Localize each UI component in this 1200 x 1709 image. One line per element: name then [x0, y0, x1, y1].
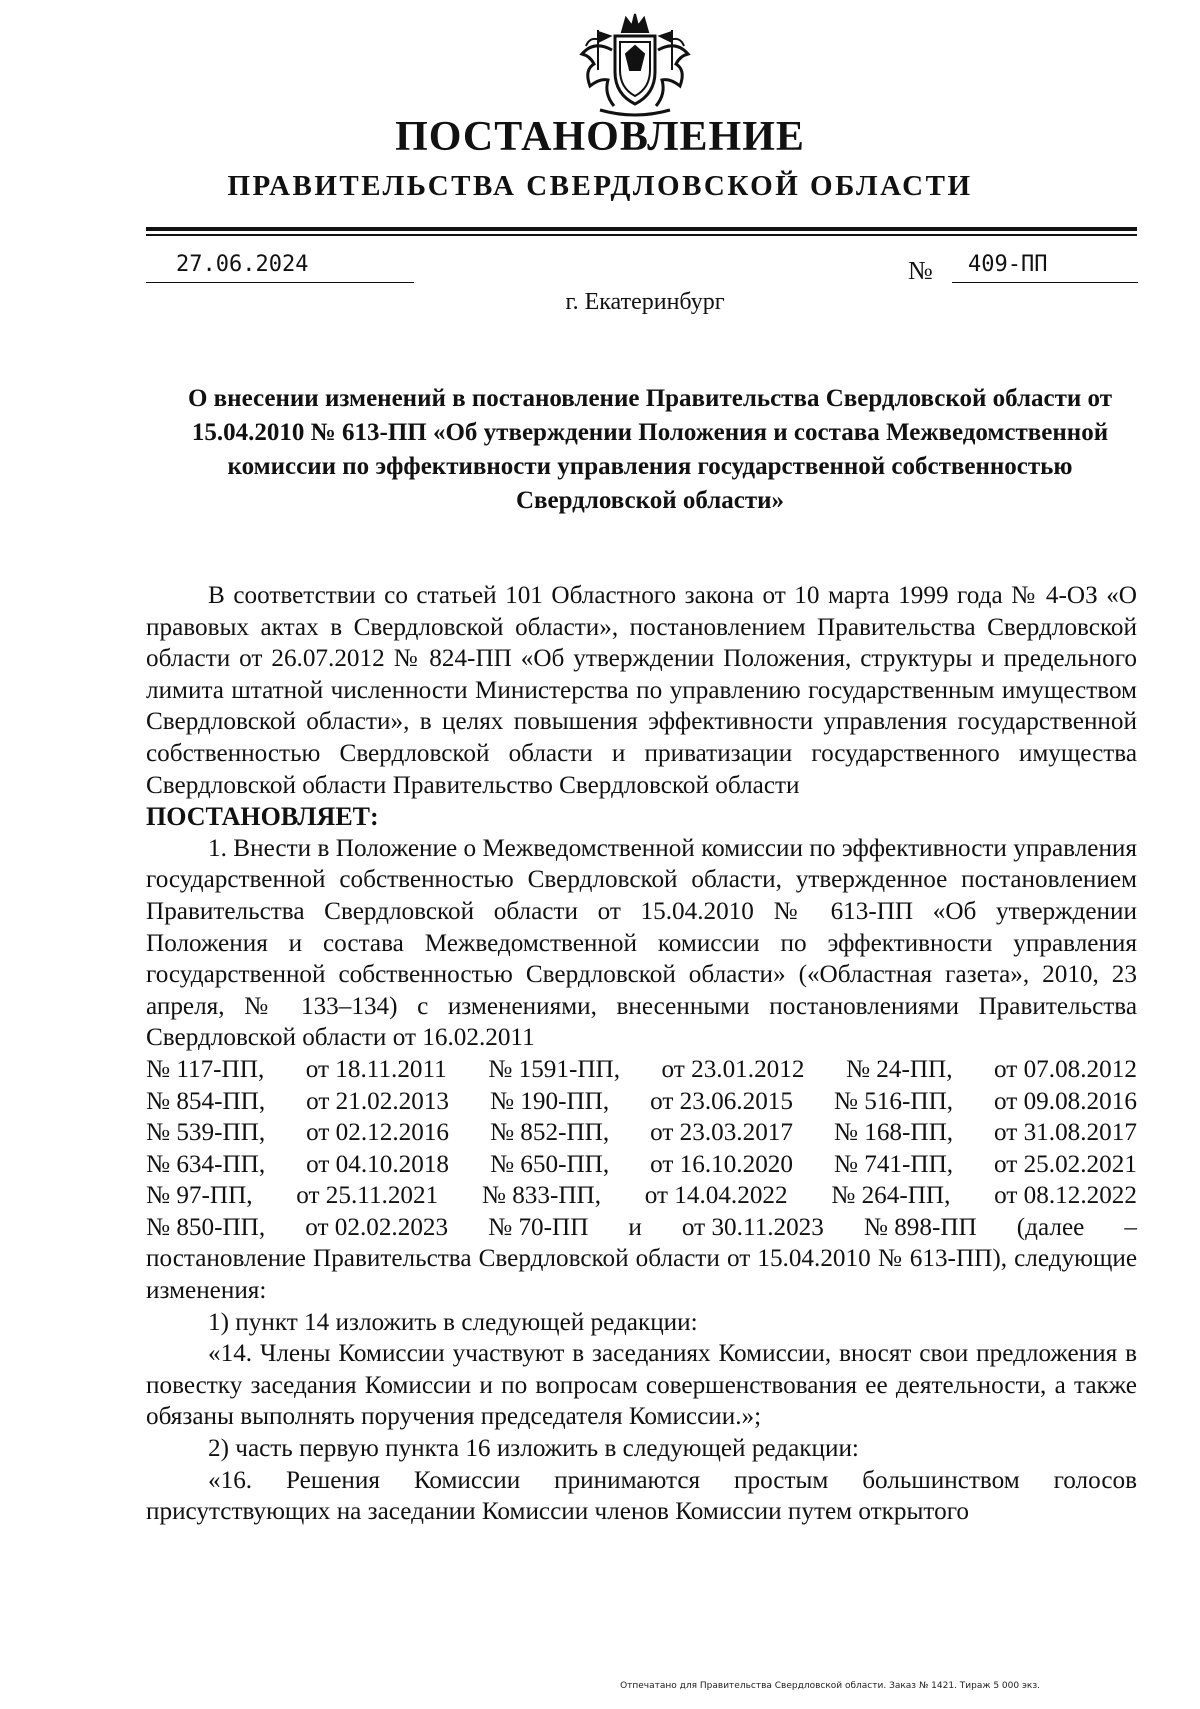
citation-cell: от 02.02.2023	[305, 1213, 449, 1241]
coat-of-arms-icon	[560, 10, 710, 120]
citation-row	[146, 1149, 1137, 1181]
resolves-heading: ПОСТАНОВЛЯЕТ:	[146, 802, 379, 832]
citation-cell: от 23.03.2017	[650, 1119, 793, 1147]
header-divider	[146, 227, 1137, 231]
subitem-1: 1) пункт 14 изложить в следующей редакции:	[208, 1308, 698, 1336]
citation-row	[146, 1086, 1137, 1118]
citation-cell: № 70-ПП	[488, 1213, 589, 1241]
citation-cell: № 854-ПП,	[146, 1087, 266, 1115]
citation-cell: от 16.10.2020	[650, 1150, 793, 1178]
citation-cell: № 516-ПП,	[833, 1087, 954, 1115]
citation-cell: № 97-ПП,	[146, 1182, 253, 1210]
citation-row	[146, 1054, 1137, 1086]
citation-cell: –	[1124, 1213, 1137, 1241]
citation-cell: и	[628, 1213, 642, 1241]
citation-cell: № 850-ПП,	[146, 1213, 266, 1241]
quote-point-16: «16. Решения Комиссии принимаются простым большинством голосов присутствующих на заседании Комиссии членов Комиссии путем открытого	[146, 1466, 1137, 1526]
citation-cell: № 1591-ПП,	[488, 1055, 621, 1083]
amendment-citations	[146, 1054, 1137, 1244]
citation-cell: от 25.02.2021	[994, 1150, 1137, 1178]
citation-cell: от 09.08.2016	[994, 1087, 1137, 1115]
citation-cell: от 30.11.2023	[681, 1213, 824, 1241]
citation-row	[146, 1212, 1137, 1244]
citation-cell: от 07.08.2012	[994, 1055, 1137, 1083]
citation-cell: от 23.01.2012	[661, 1055, 805, 1083]
citation-cell: № 190-ПП,	[489, 1087, 610, 1115]
citation-cell: № 634-ПП,	[146, 1150, 266, 1178]
document-city: г. Екатеринбург	[565, 289, 725, 315]
print-run-note: Отпечатано для Правительства Свердловской области. Заказ № 1421. Тираж 5 000 экз.	[620, 1681, 1040, 1691]
document-heading: О внесении изменений в постановление Правительства Свердловской области от 15.04.2010 № 613-ПП «Об утверждении Положения и состава Межведомственной комиссии по эффективности управления государственной собственностью Свердловской области»	[187, 385, 1112, 514]
citation-row	[146, 1180, 1137, 1212]
citation-cell: от 18.11.2011	[305, 1055, 447, 1083]
citation-cell: от 23.06.2015	[650, 1087, 793, 1115]
citation-cell: № 852-ПП,	[489, 1119, 610, 1147]
citation-cell: от 08.12.2022	[994, 1182, 1137, 1210]
citation-cell: № 741-ПП,	[833, 1150, 954, 1178]
citation-cell: № 117-ПП,	[146, 1055, 265, 1083]
quote-point-14: «14. Члены Комиссии участвуют в заседаниях Комиссии, вносят свои предложения в повестку заседания Комиссии и по вопросам совершенствования ее деятельности, а также обязаны выполнять поручения председателя Комиссии.»;	[146, 1340, 1137, 1431]
subitem-2: 2) часть первую пункта 16 изложить в следующей редакции:	[208, 1435, 859, 1463]
citation-cell: от 21.02.2013	[306, 1087, 450, 1115]
number-sign: №	[908, 256, 933, 285]
document-type-title: ПОСТАНОВЛЕНИЕ	[395, 114, 805, 160]
item-1-paragraph: 1. Внести в Положение о Межведомственной комиссии по эффективности управления государственной собственностью Свердловской области, утвержденное постановлением Правительства Свердловской области от 15.04.2010 № 613-ПП «Об утверждении Положения и состава Межведомственной комиссии по эффективности управления государственной собственностью Свердловской области» («Областная газета», 2010, 23 апреля, № 133–134) с изменениями, внесенными постановлениями Правительства Свердловской области от 16.02.2011	[146, 834, 1137, 1052]
citation-cell: № 898-ПП	[863, 1213, 977, 1241]
citation-cell: № 264-ПП,	[831, 1182, 951, 1210]
header-divider-thin	[146, 234, 1137, 236]
document-body	[146, 580, 1137, 1528]
document-date-field	[146, 250, 414, 283]
document-date: 27.06.2024	[176, 252, 309, 277]
citation-cell: от 25.11.2021	[296, 1182, 439, 1210]
citation-cell: № 24-ПП,	[845, 1055, 953, 1083]
citation-cell: № 650-ПП,	[489, 1150, 610, 1178]
document-number: 409-ПП	[968, 252, 1048, 277]
citation-cell: от 02.12.2016	[306, 1119, 450, 1147]
citation-cell: от 31.08.2017	[994, 1119, 1137, 1147]
citation-cell: от 14.04.2022	[644, 1182, 788, 1210]
citation-cell: № 539-ПП,	[146, 1119, 266, 1147]
intro-paragraph: В соответствии со статьей 101 Областного закона от 10 марта 1999 года № 4-ОЗ «О правовых актах в Свердловской области», постановлением Правительства Свердловской области от 26.07.2012 № 824-ПП «Об утверждении Положения, структуры и предельного лимита штатной численности Министерства по управлению государственным имуществом Свердловской области», в целях повышения эффективности управления государственной собственностью Свердловской области и приватизации государственного имущества Свердловской области Правительство Свердловской области	[146, 582, 1137, 799]
issuing-authority: ПРАВИТЕЛЬСТВА СВЕРДЛОВСКОЙ ОБЛАСТИ	[227, 170, 973, 202]
citation-cell: № 168-ПП,	[833, 1119, 954, 1147]
citation-cell: (далее	[1016, 1213, 1085, 1241]
document-number-field	[952, 250, 1138, 283]
item-1-tail: постановление Правительства Свердловской области от 15.04.2010 № 613-ПП), следующие изменения:	[146, 1245, 1137, 1305]
citation-cell: от 04.10.2018	[306, 1150, 450, 1178]
citation-row	[146, 1117, 1137, 1149]
citation-cell: № 833-ПП,	[481, 1182, 602, 1210]
